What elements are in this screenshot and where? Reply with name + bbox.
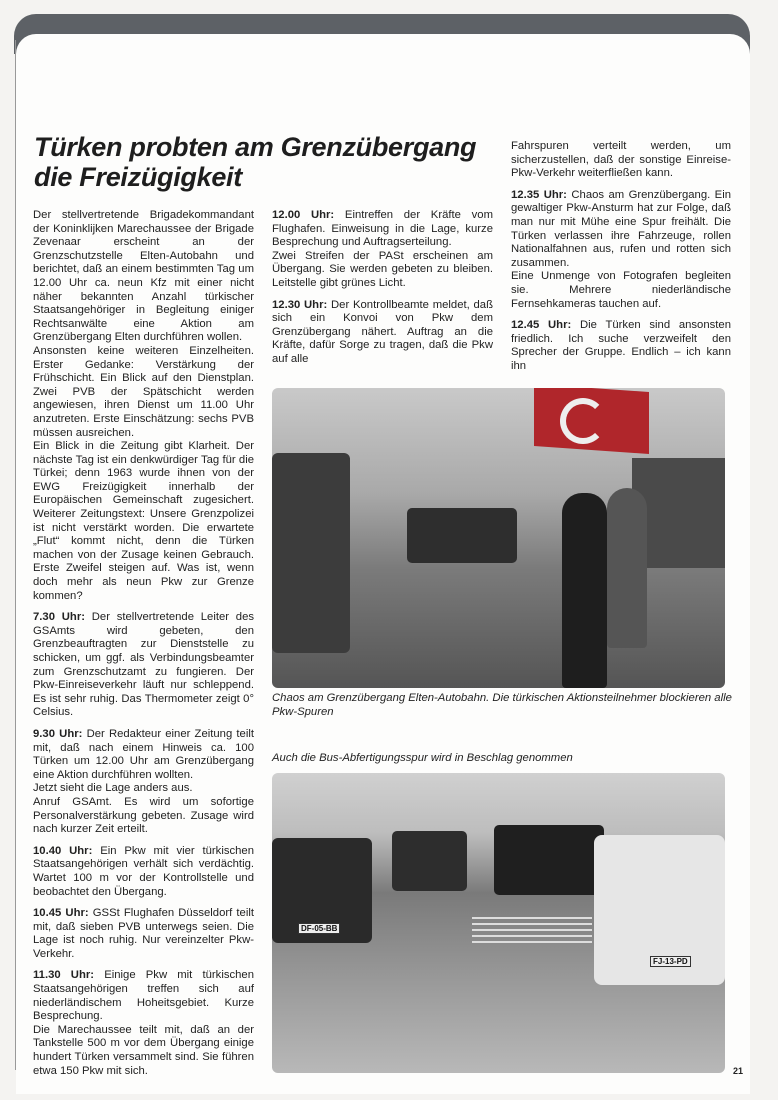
car xyxy=(407,508,517,563)
article-paragraph xyxy=(33,440,254,603)
car xyxy=(392,831,467,891)
license-plate: DF-05-BB xyxy=(298,923,340,934)
article-column-1 xyxy=(33,209,254,1078)
photo-caption-1: Chaos am Grenzübergang Elten-Autobahn. Die türkischen Aktionsteilnehmer blockieren alle Pkw-Spuren xyxy=(272,692,732,718)
paragraph-text: Zwei Streifen der PASt erscheinen am Übergang. Sie werden gebeten zu bleiben. Leitstelle gibt grünes Licht. xyxy=(272,249,493,289)
van xyxy=(272,453,350,653)
paragraph-text: Eine Unmenge von Fotografen begleiten sie. Mehrere niederländische Fernsehkameras tauchen auf. xyxy=(511,270,731,310)
person xyxy=(562,493,607,688)
flag-crescent xyxy=(560,398,606,444)
timestamp-lead: 10.45 Uhr: xyxy=(33,907,89,920)
timestamp-lead: 9.30 Uhr: xyxy=(33,727,83,740)
paragraph-text: Die Marechaussee teilt mit, daß an der Tankstelle 500 m vor dem Übergang einige hundert Türken versammelt sind. Sie führen etwa 150 Pkw mit sich. xyxy=(33,1023,254,1077)
article-paragraph xyxy=(33,728,254,782)
timestamp-lead: 12.00 Uhr: xyxy=(272,209,335,221)
timestamp-lead: 7.30 Uhr: xyxy=(33,611,85,624)
article-paragraph xyxy=(33,345,254,440)
timestamp-lead: 12.35 Uhr: xyxy=(511,188,567,201)
paragraph-text: Der stellvertretende Brigadekommandant der Koninklijken Marechaussee der Brigade Zevenaar erscheint an der Grenzschutzstelle Elten-Autobahn und berichtet, daß an einem bestimmten Tag um 12.00 Uhr ca. neun Kfz mit einer nicht näher bekannten Anzahl türkischer Staatsangehöriger in Begleitung einiger Rechtsanwälte eine Aktion am Grenzübergang Elten durchführen wollen. xyxy=(33,209,254,344)
photo-bus-lane xyxy=(272,773,725,1073)
paragraph-text: Ansonsten keine weiteren Einzelheiten. Erster Gedanke: Verstärkung der Frühschicht. Ein Blick auf den Dienstplan. Zwei PVB der Spätschicht werden angewiesen, ihren Dienst um 11.00 Uhr anzutreten. Erste Einschätzung: sechs PVB müssen ausreichen. xyxy=(33,344,254,439)
article-paragraph xyxy=(33,1024,254,1078)
left-rule xyxy=(15,40,16,1070)
article-paragraph xyxy=(33,907,254,961)
article-paragraph xyxy=(511,140,731,181)
timestamp-lead: 11.30 Uhr: xyxy=(33,969,95,982)
article-paragraph xyxy=(511,270,731,311)
article-paragraph xyxy=(33,969,254,1023)
road-markings xyxy=(472,913,592,943)
license-plate: FJ-13-PD xyxy=(650,956,691,967)
paragraph-text: Jetzt sieht die Lage anders aus. xyxy=(33,782,193,795)
timestamp-lead: 12.30 Uhr: xyxy=(272,298,328,311)
article-paragraph xyxy=(33,845,254,899)
person xyxy=(607,488,647,648)
timestamp-lead: 12.45 Uhr: xyxy=(511,319,572,332)
photo-caption-2: Auch die Bus-Abfertigungsspur wird in Beschlag genommen xyxy=(272,752,573,764)
timestamp-lead: 10.40 Uhr: xyxy=(33,844,93,857)
page-number: 21 xyxy=(733,1066,744,1076)
paragraph-text: Eintreffen der Kräfte vom Flughafen. Einweisung in die Lage, kurze Besprechung und Auftragserteilung. xyxy=(272,209,493,249)
article-paragraph xyxy=(272,209,493,250)
article-title: Türken probten am Grenzübergang die Freizügigkeit xyxy=(34,132,477,192)
paragraph-text: Chaos am Grenzübergang. Ein gewaltiger Pkw-Ansturm hat zur Folge, daß man nur mit Mühe eine Spur freihält. Die Türken verlassen ihre Fahrzeuge, rollen Nationalfahnen aus, rufen und rotten sich zusammen. xyxy=(511,188,731,269)
paragraph-text: Ein Pkw mit vier türkischen Staatsangehörigen verhält sich verdächtig. Wartet 100 m vor der Kontrollstelle und beobachtet den Übergang. xyxy=(33,844,254,898)
article-paragraph xyxy=(511,319,731,373)
paragraph-text: GSSt Flughafen Düsseldorf teilt mit, daß sieben PVB unterwegs seien. Die Lage ist noch ruhig. Nur vereinzelter Pkw-Verkehr. xyxy=(33,907,254,960)
paragraph-text: Fahrspuren verteilt werden, um sicherzustellen, daß der sonstige Einreise-Pkw-Verkehr weiterfließen kann. xyxy=(511,140,731,180)
article-paragraph xyxy=(272,250,493,291)
paragraph-text: Der stellvertretende Leiter des GSAmts wird gebeten, den Grenzbeauftragten zur Dienststelle zu schicken, um ggf. als Verbindungsbeamter zum Grenzschutzamt zu fungieren. Der Pkw-Einreiseverkehr läuft nur schleppend. Es ist sehr ruhig. Das Thermometer zeigt 0° Celsius. xyxy=(33,611,255,719)
paragraph-text: Anruf GSAmt. Es wird um sofortige Personalverstärkung gebeten. Zusage wird nach kurzer Zeit erteilt. xyxy=(33,795,254,836)
paragraph-text: Der Redakteur einer Zeitung teilt mit, daß nach einem Hinweis ca. 100 Türken um 12.00 Uhr am Grenzübergang eine Aktion durchführen wollten. xyxy=(33,727,254,781)
article-column-3 xyxy=(511,140,731,374)
photo-border-crossing-chaos xyxy=(272,388,725,688)
paragraph-text: Der Kontrollbeamte meldet, daß sich ein Konvoi von Pkw dem Grenzübergang nähert. Auftrag an die Kräfte, dafür Sorge zu tragen, daß die Pkw auf alle xyxy=(272,298,493,365)
article-paragraph xyxy=(33,796,254,837)
article-column-2 xyxy=(272,209,493,367)
article-paragraph xyxy=(33,611,254,720)
paragraph-text: Ein Blick in die Zeitung gibt Klarheit. Der nächste Tag ist ein denkwürdiger Tag für die Türkei; denn 1963 wurde ihnen von der EWG Freizügigkeit innerhalb der Europäischen Gemeinschaft zugesichert. Weiterer Zeitungstext: Unsere Grenzpolizei ist nicht verstärkt worden. Die erwartete „Flut“ kommt nicht, denn die Türken machen von der Zusage keinen Gebrauch. Erste Zweifel steigen auf. Was ist, wenn doch mehr als neun Pkw zur Grenze kommen? xyxy=(33,440,254,602)
article-paragraph xyxy=(272,299,493,367)
paragraph-text: Einige Pkw mit türkischen Staatsangehörigen treffen sich auf niederländischem Hoheitsgebiet. Kurze Besprechung. xyxy=(33,969,254,1023)
paragraph-text: Die Türken sind ansonsten friedlich. Ich suche verzweifelt den Sprecher der Gruppe. Endlich – ich kann ihn xyxy=(511,319,731,372)
article-paragraph xyxy=(511,189,731,271)
car xyxy=(494,825,604,895)
article-paragraph xyxy=(33,782,254,796)
article-paragraph xyxy=(33,209,254,345)
